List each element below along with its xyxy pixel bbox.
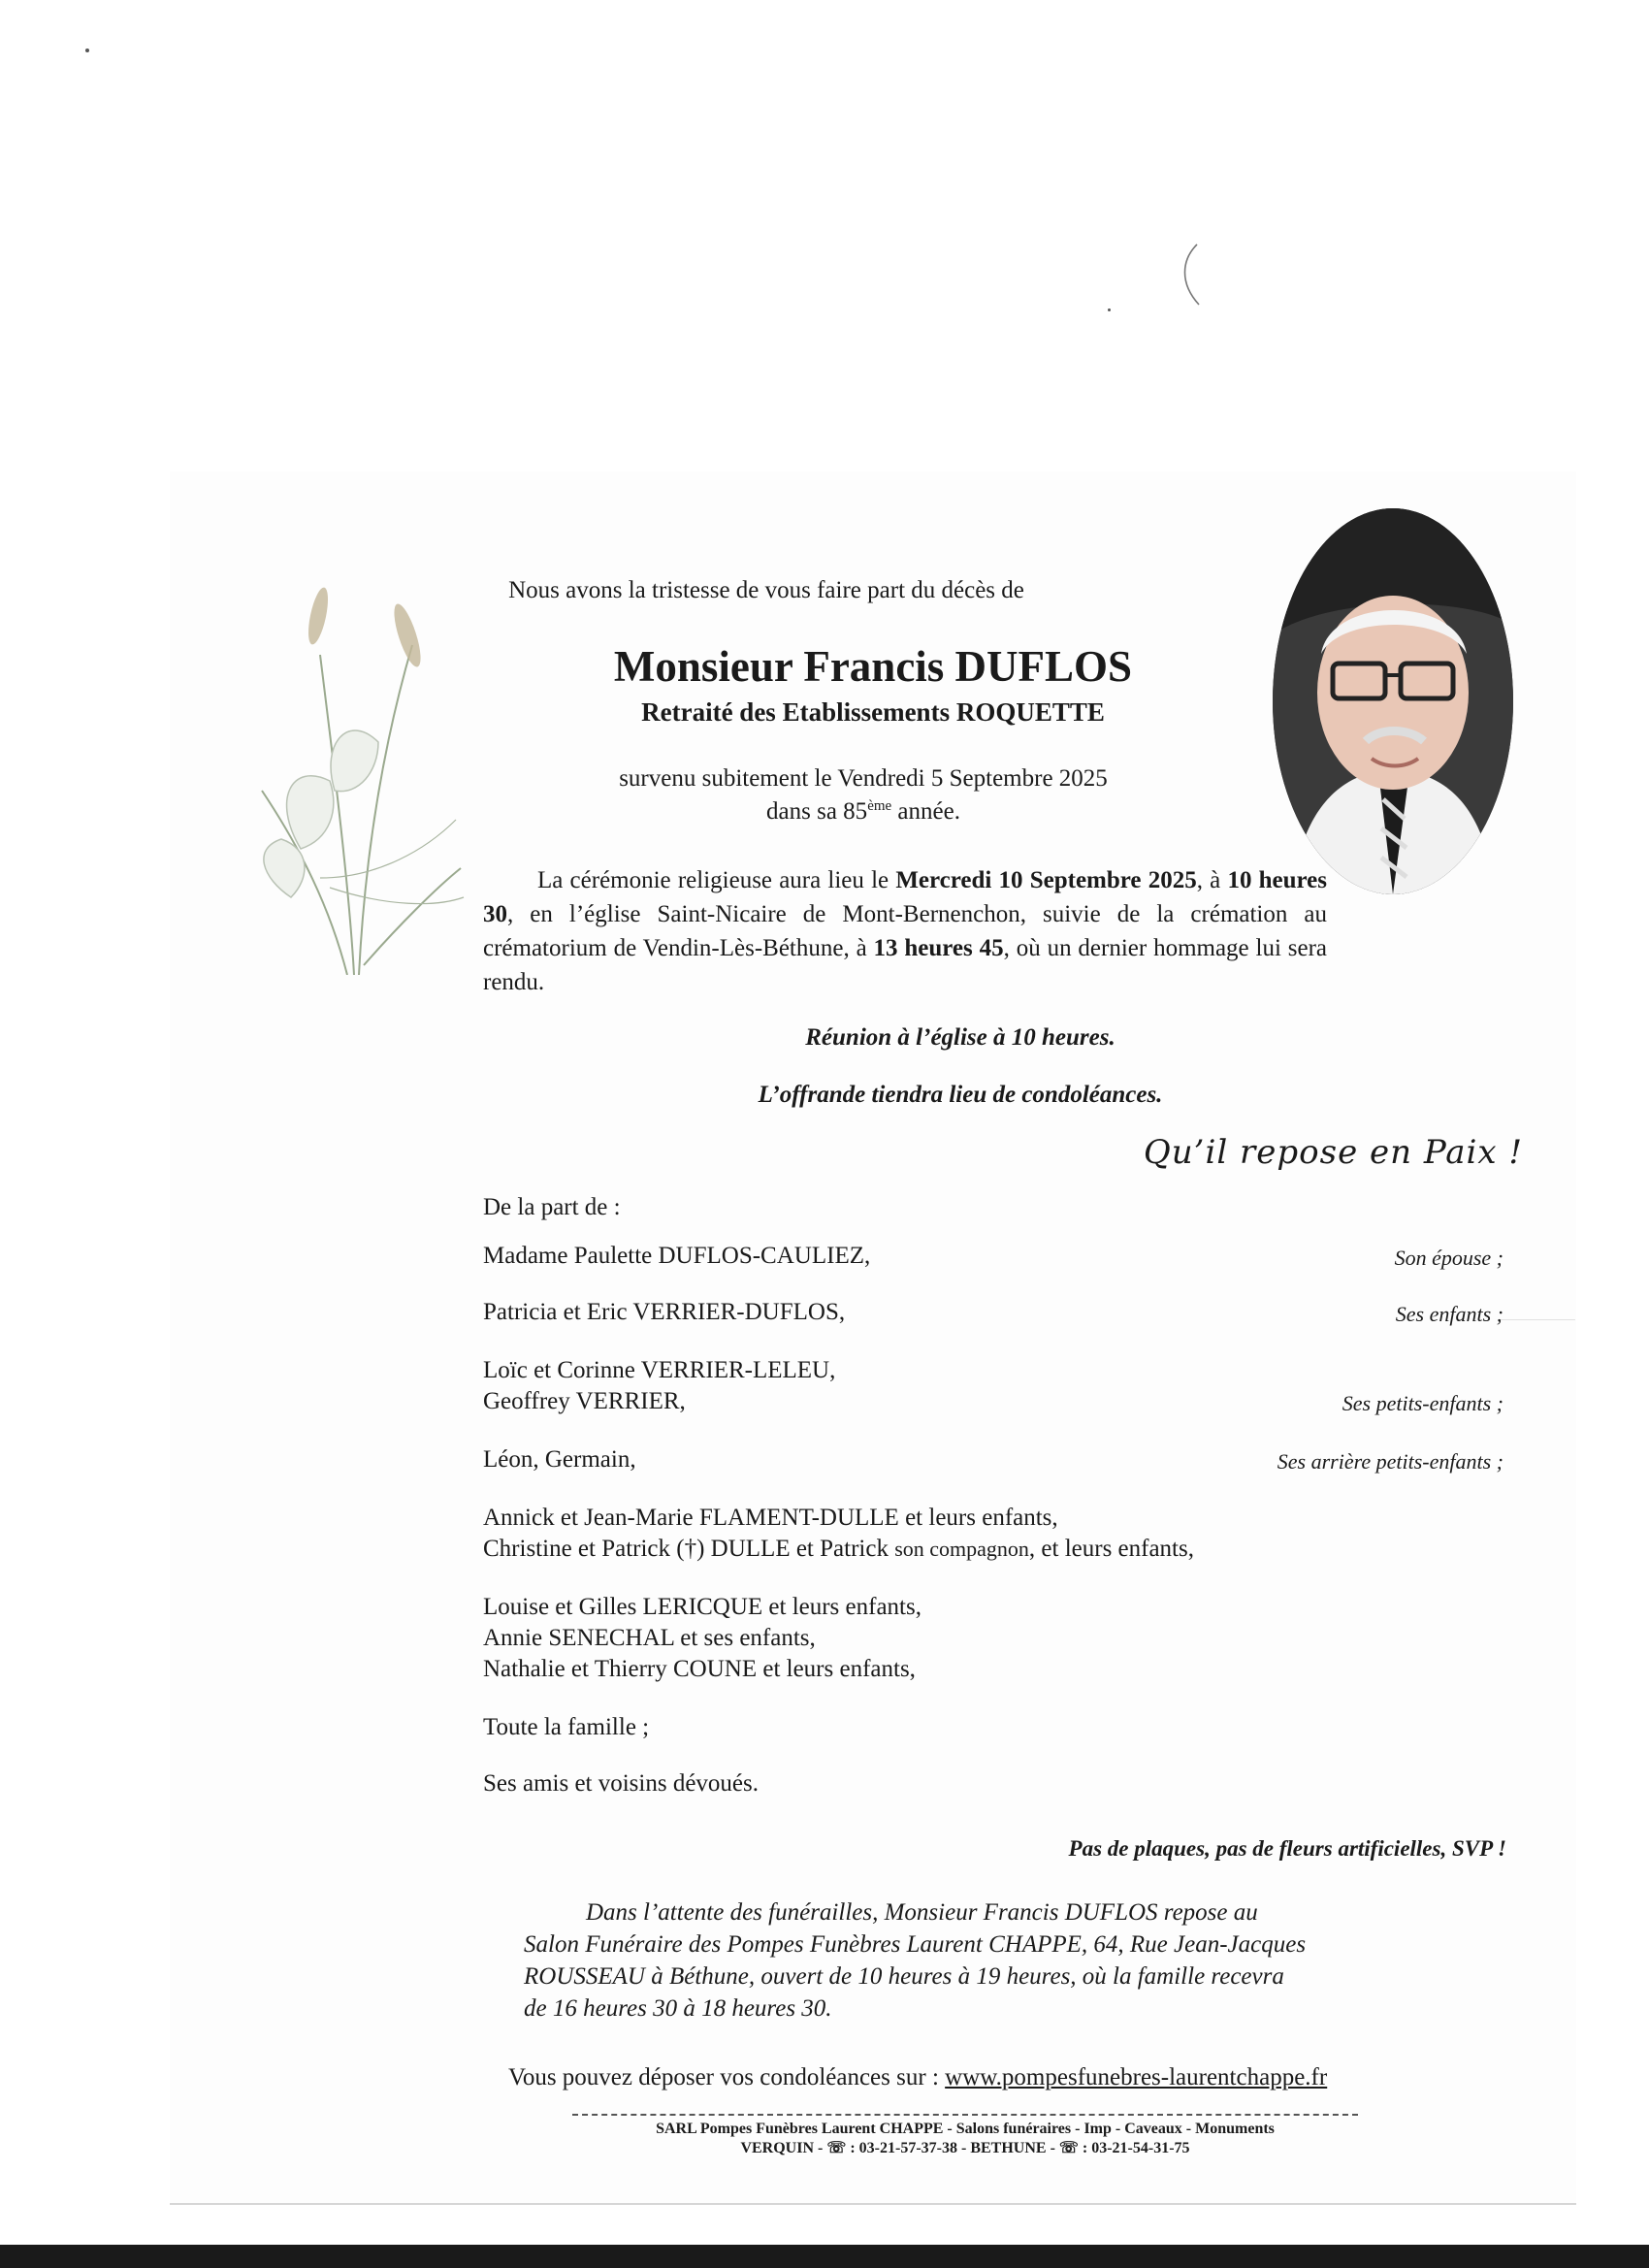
repose-en-paix-script: Qu’il repose en Paix ! [1143, 1133, 1523, 1172]
offrande-text: L’offrande tiendra lieu de condoléances. [758, 1082, 1163, 1108]
funeral-home-paragraph [524, 1896, 1455, 2025]
relative-line: Annie SENECHAL et ses enfants, [483, 1625, 816, 1651]
relative-line: Toute la famille ; [483, 1714, 650, 1740]
scan-speck [1108, 308, 1111, 311]
family-member: Geoffrey VERRIER, [483, 1388, 686, 1414]
family-relation: Son épouse ; [1394, 1246, 1504, 1270]
family-relation: Ses arrière petits-enfants ; [1277, 1449, 1504, 1474]
death-date: survenu subitement le Vendredi 5 Septembre 2025 [619, 765, 1108, 792]
card-fold-line [1500, 1319, 1575, 1320]
intro-text: Nous avons la tristesse de vous faire part du décès de [508, 577, 1024, 603]
footer-company: SARL Pompes Funèbres Laurent CHAPPE - Salons funéraires - Imp - Caveaux - Monuments [656, 2121, 1275, 2137]
no-flowers-notice: Pas de plaques, pas de fleurs artificielles, SVP ! [1068, 1836, 1506, 1861]
funeral-line: Salon Funéraire des Pompes Funèbres Laurent CHAPPE, 64, Rue Jean-Jacques [524, 1931, 1307, 1958]
funeral-line: Dans l’attente des funérailles, Monsieur Francis DUFLOS repose au [586, 1899, 1258, 1926]
relative-line: Annick et Jean-Marie FLAMENT-DULLE et leurs enfants, [483, 1505, 1058, 1531]
deceased-name: Monsieur Francis DUFLOS [613, 642, 1133, 691]
condolences-line: Vous pouvez déposer vos condoléances sur : www.pompesfunebres-laurentchappe.fr [508, 2064, 1328, 2090]
relative-line: Ses amis et voisins dévoués. [483, 1770, 760, 1797]
relative-line: Christine et Patrick (†) DULLE et Patrick son compagnon, et leurs enfants, [483, 1536, 1194, 1562]
family-member: Madame Paulette DUFLOS-CAULIEZ, [483, 1243, 871, 1269]
death-age: dans sa 85ème année. [766, 798, 960, 825]
family-member: Patricia et Eric VERRIER-DUFLOS, [483, 1299, 846, 1325]
condolences-website-link[interactable]: www.pompesfunebres-laurentchappe.fr [945, 2064, 1328, 2090]
funeral-line: ROUSSEAU à Béthune, ouvert de 10 heures à 19 heures, où la famille recevra [524, 1963, 1284, 1990]
family-relation: Ses petits-enfants ; [1342, 1391, 1504, 1415]
relative-line: Louise et Gilles LERICQUE et leurs enfants, [483, 1594, 922, 1620]
footer-divider [572, 2114, 1358, 2116]
scan-speck [85, 49, 89, 52]
scan-border [0, 2245, 1649, 2268]
reunion-text: Réunion à l’église à 10 heures. [805, 1024, 1116, 1051]
pen-mark [1176, 241, 1205, 308]
ceremony-paragraph: La cérémonie religieuse aura lieu le Mercredi 10 Septembre 2025, à 10 heures 30, en l’église Saint-Nicaire de Mont-Bernenchon, suivie de la crémation au crématorium de Vendin-Lès-Béthune, à 13 heures 45, où un dernier hommage lui sera rendu. [483, 867, 1327, 995]
family-relation: Ses enfants ; [1395, 1302, 1504, 1326]
family-member: Loïc et Corinne VERRIER-LELEU, [483, 1357, 836, 1383]
lily-wheat-illustration [242, 558, 466, 975]
deceased-role: Retraité des Etablissements ROQUETTE [641, 697, 1105, 727]
relative-line: Nathalie et Thierry COUNE et leurs enfants, [483, 1656, 916, 1682]
family-member: Léon, Germain, [483, 1446, 636, 1473]
de-la-part-label: De la part de : [483, 1194, 621, 1220]
footer-phones: VERQUIN - ☏ : 03-21-57-37-38 - BETHUNE - ☏ : 03-21-54-31-75 [740, 2140, 1190, 2156]
deceased-portrait [1273, 508, 1513, 894]
funeral-line: de 16 heures 30 à 18 heures 30. [524, 1995, 832, 2022]
